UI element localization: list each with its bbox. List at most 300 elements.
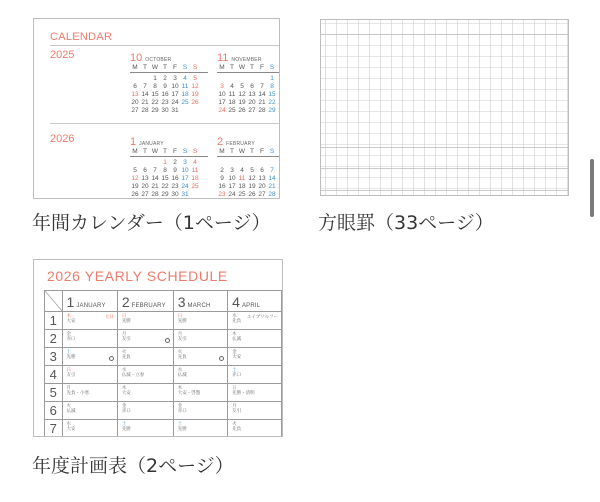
day-cell <box>227 75 237 83</box>
day-number: 6 <box>45 402 63 420</box>
day-cell <box>257 75 267 83</box>
weekday-label: T <box>230 148 234 155</box>
day-cell: 20 <box>258 183 266 190</box>
day-cell: 26 <box>248 191 256 198</box>
day-cell: 7 <box>143 83 147 90</box>
day-cell <box>247 159 257 167</box>
day-cell: 13 <box>258 175 266 182</box>
day-cell: 14 <box>268 175 276 182</box>
weekday-label: T <box>143 148 147 155</box>
week-row <box>217 191 280 199</box>
day-cell: 17 <box>171 91 179 98</box>
yearly-schedule-title: 2026 YEARLY SCHEDULE <box>47 268 228 284</box>
schedule-cell[interactable] <box>117 312 173 330</box>
weekday-label: S <box>182 64 188 71</box>
day-cell <box>277 159 280 167</box>
day-cell: 19 <box>191 91 199 98</box>
month-name: OCTOBER <box>145 57 172 63</box>
rokuyo-label: 先勝 <box>121 427 131 432</box>
day-cell <box>217 159 227 167</box>
weekday-kanji: 水 <box>232 314 237 319</box>
day-cell: 16 <box>218 183 226 190</box>
day-cell: 17 <box>181 175 189 182</box>
day-cell: 6 <box>260 167 264 174</box>
day-cell: 4 <box>230 83 234 90</box>
rokuyo-label: 友引 <box>232 409 242 414</box>
weekday-label: T <box>163 148 167 155</box>
weekday-kanji: 金 <box>66 332 72 337</box>
month-january <box>130 137 208 199</box>
day-cell: 22 <box>268 99 276 106</box>
weekday-kanji: 木 <box>232 332 237 337</box>
grid-line <box>321 34 568 35</box>
month-february <box>217 137 280 199</box>
day-cell: 6 <box>143 167 147 174</box>
month-heading <box>217 53 280 64</box>
weekday-kanji: 水 <box>177 368 183 373</box>
corner-cell <box>45 291 63 312</box>
weekday-label: T <box>163 64 167 71</box>
weekday-header <box>217 148 280 157</box>
month-header <box>173 291 227 312</box>
day-cell: 24 <box>228 191 236 198</box>
day-cell: 24 <box>181 183 189 190</box>
day-cell: 30 <box>161 107 169 114</box>
holiday-note: エイプリルフー <box>246 315 278 320</box>
weekday-kanji: 金 <box>232 350 237 355</box>
weekday-kanji: 木 <box>177 386 183 391</box>
day-cell: 31 <box>171 107 179 114</box>
weekday-kanji: 月 <box>66 386 72 391</box>
day-cell: 2 <box>163 75 167 82</box>
rokuyo-label: 友引 <box>66 373 76 378</box>
day-cell: 7 <box>260 83 264 90</box>
day-cell: 19 <box>238 99 246 106</box>
rokuyo-label: 先負 <box>232 319 242 324</box>
schedule-row <box>45 366 282 384</box>
schedule-cell[interactable] <box>173 384 227 402</box>
schedule-cell[interactable] <box>228 420 282 438</box>
day-cell: 6 <box>133 83 137 90</box>
divider <box>50 45 279 46</box>
day-cell: 10 <box>171 83 179 90</box>
day-cell: 18 <box>228 99 236 106</box>
month-name: MARCH <box>187 302 211 309</box>
day-cell: 18 <box>238 183 246 190</box>
schedule-cell[interactable] <box>117 402 173 420</box>
day-cell: 21 <box>141 99 149 106</box>
schedule-row <box>45 348 282 366</box>
day-cell: 10 <box>218 91 226 98</box>
weekday-label: T <box>250 148 254 155</box>
rokuyo-label: 先勝 <box>177 319 187 324</box>
day-cell: 2 <box>220 167 224 174</box>
day-cell <box>277 183 280 191</box>
schedule-cell[interactable] <box>173 312 227 330</box>
day-cell: 14 <box>258 91 266 98</box>
day-cell: 29 <box>268 107 276 114</box>
week-row <box>130 107 208 115</box>
week-row <box>217 175 280 183</box>
yearly-schedule-table <box>44 290 282 437</box>
day-cell: 21 <box>258 99 266 106</box>
month-october <box>130 53 208 115</box>
day-cell: 24 <box>218 107 226 114</box>
calendar-title: CALENDAR <box>50 31 113 43</box>
day-cell: 25 <box>191 183 199 190</box>
month-number: 10 <box>130 52 143 64</box>
day-cell: 3 <box>173 75 177 82</box>
month-number: 2 <box>121 293 130 310</box>
day-cell <box>277 75 280 83</box>
schedule-row <box>45 330 282 348</box>
day-cell <box>277 191 280 199</box>
day-cell: 8 <box>153 83 157 90</box>
vertical-scrollbar[interactable] <box>590 159 594 217</box>
schedule-cell[interactable] <box>173 402 227 420</box>
day-cell <box>277 99 280 107</box>
yearly-schedule-thumbnail[interactable] <box>33 259 283 437</box>
weekday-label: S <box>192 64 198 71</box>
day-cell: 27 <box>141 191 149 198</box>
schedule-cell[interactable] <box>62 384 117 402</box>
weekday-label: M <box>132 64 138 71</box>
weekday-kanji: 火 <box>66 404 72 409</box>
day-cell: 20 <box>141 183 149 190</box>
weekday-kanji: 日 <box>177 314 183 319</box>
annual-calendar-thumbnail[interactable] <box>33 18 280 199</box>
year-label: 2025 <box>50 49 75 61</box>
weekday-label: S <box>269 64 275 71</box>
day-cell <box>190 191 200 199</box>
day-cell: 15 <box>268 91 276 98</box>
day-cell: 26 <box>238 107 246 114</box>
schedule-cell[interactable] <box>228 348 282 366</box>
day-cell: 5 <box>193 75 197 82</box>
weekday-kanji: 土 <box>66 350 72 355</box>
day-cell: 23 <box>171 183 179 190</box>
week-row <box>130 159 208 167</box>
schedule-row <box>45 420 282 438</box>
rokuyo-label: 赤口 <box>121 409 131 414</box>
day-cell: 25 <box>181 99 189 106</box>
day-cell: 28 <box>151 191 159 198</box>
day-cell: 15 <box>151 91 159 98</box>
grid-paper-thumbnail[interactable] <box>320 19 569 196</box>
weekday-kanji: 月 <box>121 332 127 337</box>
week-row <box>130 191 208 199</box>
weekday-kanji: 月 <box>232 404 237 409</box>
day-cell: 19 <box>248 183 256 190</box>
day-cell: 9 <box>163 83 167 90</box>
day-cell: 3 <box>230 167 234 174</box>
weekday-kanji: 金 <box>121 404 127 409</box>
day-cell: 23 <box>218 191 226 198</box>
day-cell: 25 <box>228 107 236 114</box>
day-cell <box>150 159 160 167</box>
day-cell: 23 <box>161 99 169 106</box>
month-name: FEBRUARY <box>226 141 255 147</box>
day-cell: 31 <box>181 191 189 198</box>
weekday-header <box>130 148 208 157</box>
day-cell: 17 <box>218 99 226 106</box>
schedule-cell[interactable] <box>62 312 117 330</box>
day-number: 7 <box>45 420 63 438</box>
month-number: 1 <box>130 136 137 148</box>
weekday-kanji: 水 <box>121 368 127 373</box>
schedule-cell[interactable] <box>228 402 282 420</box>
weekday-label: W <box>151 64 159 71</box>
day-cell: 27 <box>131 107 139 114</box>
day-cell: 3 <box>220 83 224 90</box>
week-row <box>217 75 280 83</box>
day-cell <box>257 159 267 167</box>
day-cell: 14 <box>141 91 149 98</box>
schedule-cell[interactable] <box>173 366 227 384</box>
day-cell <box>130 75 140 83</box>
day-cell: 16 <box>161 91 169 98</box>
weekday-kanji: 火 <box>232 422 237 427</box>
rokuyo-label: 先勝 <box>177 427 187 432</box>
weekday-label: T <box>250 64 254 71</box>
yearly-schedule-caption[interactable]: 年度計画表（2ページ） <box>32 455 234 477</box>
weekday-label: T <box>143 64 147 71</box>
week-row <box>130 83 208 91</box>
day-cell: 13 <box>131 91 139 98</box>
rokuyo-label: 先勝 <box>66 355 76 360</box>
day-cell: 12 <box>191 83 199 90</box>
weekday-label: S <box>182 148 188 155</box>
rokuyo-label: 仏滅・立春 <box>121 373 145 378</box>
day-cell: 8 <box>270 83 274 90</box>
rokuyo-label: 先負 <box>121 355 131 360</box>
week-row <box>130 183 208 191</box>
weekday-label: W <box>238 64 246 71</box>
rokuyo-label: 友引 <box>177 337 187 342</box>
day-cell: 28 <box>258 107 266 114</box>
day-cell: 21 <box>268 183 276 190</box>
week-row <box>217 107 280 115</box>
day-cell: 8 <box>163 167 167 174</box>
schedule-cell[interactable] <box>117 420 173 438</box>
rokuyo-label: 仏滅 <box>232 337 242 342</box>
divider <box>50 123 279 124</box>
day-cell: 16 <box>171 175 179 182</box>
day-cell: 29 <box>161 191 169 198</box>
month-number: 3 <box>177 293 186 310</box>
day-cell: 11 <box>238 175 246 182</box>
weekday-kanji: 日 <box>121 314 127 319</box>
grid-line <box>321 168 568 169</box>
weekday-label <box>277 64 280 72</box>
day-cell: 22 <box>151 99 159 106</box>
weekday-label: F <box>173 148 177 155</box>
rokuyo-label: 赤口 <box>232 373 242 378</box>
weekday-label: F <box>173 64 177 71</box>
schedule-cell[interactable] <box>62 402 117 420</box>
rokuyo-label: 大安 <box>66 319 76 324</box>
schedule-row <box>45 402 282 420</box>
month-number: 2 <box>217 136 224 148</box>
day-cell: 30 <box>171 191 179 198</box>
grid-paper-caption[interactable]: 方眼罫（33ページ） <box>318 212 494 234</box>
schedule-cell[interactable] <box>228 366 282 384</box>
month-header <box>117 291 173 312</box>
rokuyo-label: 大安・啓蟄 <box>177 391 201 396</box>
schedule-cell[interactable] <box>228 330 282 348</box>
day-cell <box>277 175 280 183</box>
rokuyo-label: 先負 <box>177 355 187 360</box>
month-heading <box>217 137 280 148</box>
day-cell: 12 <box>131 175 139 182</box>
schedule-cell[interactable] <box>173 348 227 366</box>
day-cell: 1 <box>153 75 157 82</box>
day-cell: 11 <box>181 83 189 90</box>
rokuyo-label: 先負 <box>232 427 242 432</box>
rokuyo-label: 大安 <box>232 355 242 360</box>
holiday-note: 元日 <box>104 315 114 320</box>
weekday-header <box>130 64 208 73</box>
month-number: 4 <box>232 293 240 310</box>
day-cell: 1 <box>270 75 274 82</box>
weekday-header <box>217 64 280 73</box>
schedule-cell[interactable] <box>62 348 117 366</box>
schedule-cell[interactable] <box>117 384 173 402</box>
rokuyo-label: 仏滅 <box>177 373 187 378</box>
day-cell: 27 <box>258 191 266 198</box>
day-cell: 29 <box>151 107 159 114</box>
day-cell: 28 <box>268 191 276 198</box>
day-number: 4 <box>45 366 63 384</box>
day-cell: 6 <box>250 83 254 90</box>
weekday-label: W <box>238 148 246 155</box>
rokuyo-label: 赤口 <box>177 409 187 414</box>
weekday-kanji: 月 <box>177 332 183 337</box>
day-cell: 9 <box>173 167 177 174</box>
month-header <box>62 291 117 312</box>
day-cell <box>190 107 200 115</box>
schedule-cell[interactable] <box>228 384 282 402</box>
grid-line <box>321 190 568 191</box>
day-cell: 18 <box>181 91 189 98</box>
rokuyo-label: 先負・小寒 <box>66 391 90 396</box>
day-number: 1 <box>45 312 63 330</box>
schedule-cell[interactable] <box>117 330 173 348</box>
week-row <box>217 99 280 107</box>
schedule-cell[interactable] <box>173 330 227 348</box>
day-cell: 22 <box>161 183 169 190</box>
schedule-cell[interactable] <box>173 420 227 438</box>
weekday-kanji: 木 <box>66 314 72 319</box>
week-row <box>217 167 280 175</box>
day-cell: 4 <box>193 159 197 166</box>
day-cell <box>277 167 280 175</box>
rokuyo-label: 友引 <box>121 337 131 342</box>
weekday-label: S <box>269 148 275 155</box>
weekday-kanji: 土 <box>177 422 183 427</box>
day-number: 3 <box>45 348 63 366</box>
day-cell <box>140 159 150 167</box>
day-cell: 24 <box>171 99 179 106</box>
month-name: JANUARY <box>76 302 106 309</box>
day-cell: 10 <box>181 167 189 174</box>
day-cell: 4 <box>240 167 244 174</box>
day-cell: 13 <box>248 91 256 98</box>
day-cell <box>277 91 280 99</box>
day-cell: 20 <box>248 99 256 106</box>
schedule-cell[interactable] <box>117 348 173 366</box>
day-cell: 19 <box>131 183 139 190</box>
week-row <box>217 183 280 191</box>
day-cell: 1 <box>163 159 167 166</box>
month-name: JANUARY <box>139 141 164 147</box>
day-cell: 5 <box>250 167 254 174</box>
weekday-kanji: 日 <box>232 386 237 391</box>
day-cell <box>277 83 280 91</box>
month-number: 11 <box>217 52 229 64</box>
grid-line <box>321 147 568 148</box>
day-cell: 28 <box>141 107 149 114</box>
day-cell <box>237 159 247 167</box>
weekday-label: S <box>192 148 198 155</box>
moon-phase-icon <box>165 338 170 343</box>
day-cell: 12 <box>248 175 256 182</box>
day-cell: 11 <box>191 167 199 174</box>
schedule-cell[interactable] <box>62 420 117 438</box>
month-heading <box>130 53 208 64</box>
day-cell: 17 <box>228 183 236 190</box>
day-cell: 18 <box>191 175 199 182</box>
rokuyo-label: 大安 <box>121 391 131 396</box>
day-cell: 2 <box>173 159 177 166</box>
week-row <box>130 75 208 83</box>
day-cell <box>277 107 280 115</box>
month-heading <box>130 137 208 148</box>
schedule-cell[interactable] <box>117 366 173 384</box>
day-cell: 5 <box>133 167 137 174</box>
week-row <box>130 175 208 183</box>
day-cell: 21 <box>151 183 159 190</box>
week-row <box>217 83 280 91</box>
schedule-cell[interactable] <box>62 330 117 348</box>
day-cell: 20 <box>131 99 139 106</box>
weekday-label: T <box>230 64 234 71</box>
schedule-cell[interactable] <box>62 366 117 384</box>
day-cell <box>267 159 277 167</box>
schedule-cell[interactable] <box>228 312 282 330</box>
rokuyo-label: 大安 <box>66 427 76 432</box>
weekday-label: F <box>260 148 264 155</box>
day-cell: 3 <box>183 159 187 166</box>
month-name: NOVEMBER <box>231 57 262 63</box>
week-row <box>130 99 208 107</box>
weekday-kanji: 金 <box>177 404 183 409</box>
month-november <box>217 53 280 115</box>
month-header <box>228 291 282 312</box>
rokuyo-label: 先勝 <box>121 319 131 324</box>
weekday-label: F <box>260 64 264 71</box>
day-cell: 10 <box>228 175 236 182</box>
rokuyo-label: 先勝・清明 <box>232 391 255 396</box>
day-cell: 12 <box>238 91 246 98</box>
annual-calendar-caption[interactable]: 年間カレンダー（1ページ） <box>32 212 271 234</box>
week-row <box>130 167 208 175</box>
month-number: 1 <box>66 293 75 310</box>
weekday-kanji: 土 <box>121 422 127 427</box>
day-cell: 14 <box>151 175 159 182</box>
schedule-row <box>45 384 282 402</box>
weekday-kanji: 水 <box>66 422 72 427</box>
